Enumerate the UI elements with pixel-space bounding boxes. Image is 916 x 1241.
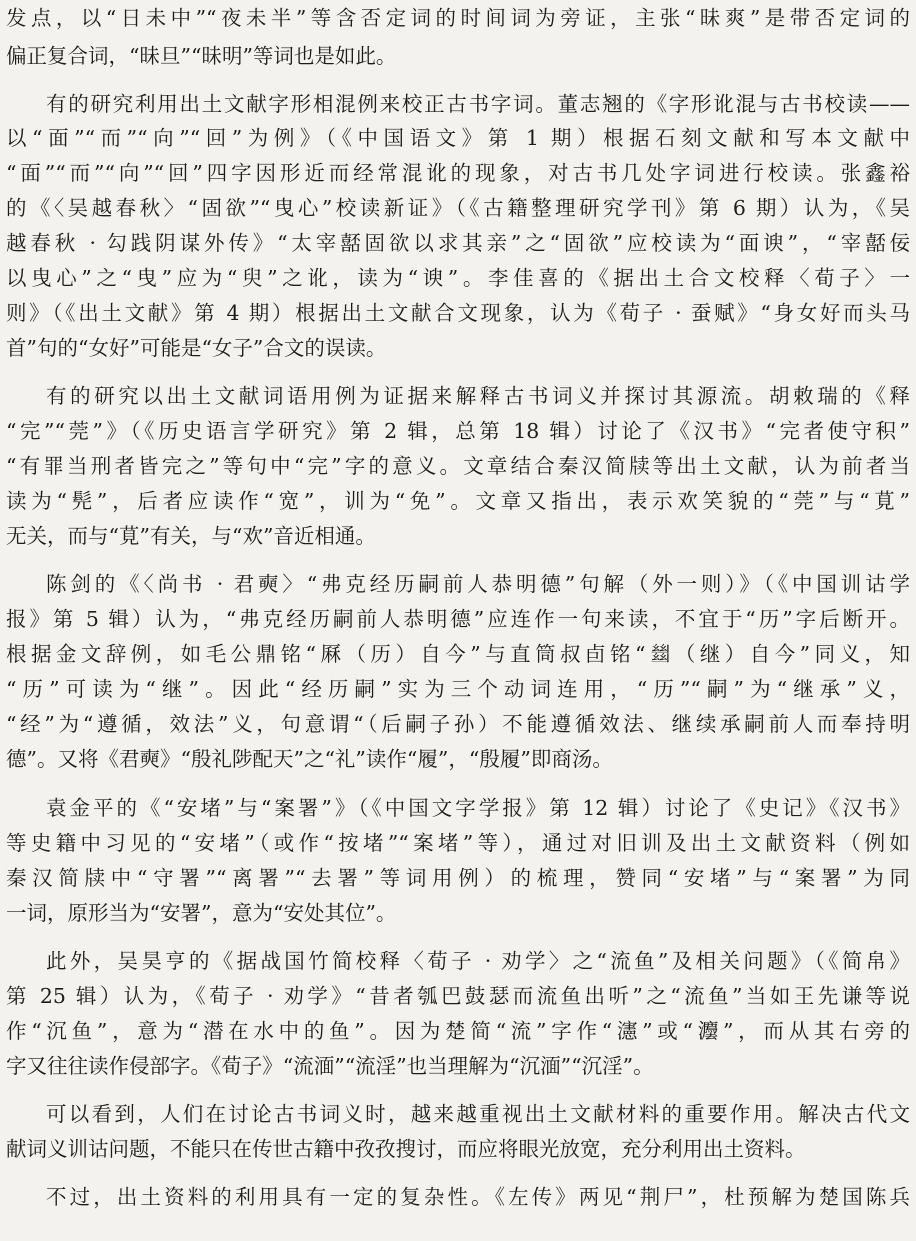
text-line: 发点，以“日未中”“夜未半”等含否定词的时间词为旁证，主张“昧爽”是带否定词的 <box>6 6 910 30</box>
text-line: 偏正复合词，“昧旦”“昧明”等词也是如此。 <box>6 44 397 68</box>
text-line: 根据金文辞例，如毛公鼎铭“厤（历）自今”与直筒叔卣铭“𢇍（继）自今”同义，知 <box>6 642 910 666</box>
text-line: 陈剑的《〈尚书 · 君奭〉“弗克经历嗣前人恭明德”句解（外一则）》（《中国训诂学 <box>46 572 910 596</box>
text-line: 越春秋 · 勾践阴谋外传》“太宰嚭固欲以求其亲”之“固欲”应校读为“面谀”，“宰嚭佞 <box>6 231 910 255</box>
text-line: 有的研究以出土文献词语用例为证据来解释古书词义并探讨其源流。胡敕瑞的《释 <box>46 384 910 408</box>
text-line: 不过，出土资料的利用具有一定的复杂性。《左传》两见“荆尸”，杜预解为楚国陈兵 <box>46 1185 910 1209</box>
text-line: “有罪当刑者皆完之”等句中“完”字的意义。文章结合秦汉简牍等出土文献，认为前者当 <box>6 454 910 478</box>
text-line: 袁金平的《“安堵”与“案署”》（《中国文字学报》第 12 辑）讨论了《史记》《汉书》 <box>46 796 910 820</box>
text-line: “完”“莞”》（《历史语言学研究》第 2 辑，总第 18 辑）讨论了《汉书》“完者使守积” <box>6 419 910 443</box>
text-line: 首”句的“女好”可能是“女子”合文的误读。 <box>6 336 387 360</box>
text-line: 以曳心”之“曳”应为“臾”之讹，读为“谀”。李佳喜的《据出土合文校释〈荀子〉一 <box>6 266 910 290</box>
text-line: 等史籍中习见的“安堵”（或作“按堵”“案堵”等），通过对旧训及出土文献资料（例如 <box>6 831 910 855</box>
text-line: 读为“髡”，后者应读作“宽”，训为“免”。文章又指出，表示欢笑貌的“莞”与“莧” <box>6 489 910 513</box>
text-line: 秦汉简牍中“守署”“离署”“去署”等词用例）的梳理，赞同“安堵”与“案署”为同 <box>6 866 910 890</box>
text-line: 德”。又将《君奭》“殷礼陟配天”之“礼”读作“履”，“殷履”即商汤。 <box>6 747 613 771</box>
text-line: “历”可读为“继”。因此“经历嗣”实为三个动词连用，“历”“嗣”为“继承”义， <box>6 677 910 701</box>
text-line: 此外，吴昊亨的《据战国竹简校释〈荀子 · 劝学〉之“流鱼”及相关问题》（《简帛》 <box>46 949 910 973</box>
text-line: 无关，而与“莧”有关，与“欢”音近相通。 <box>6 524 376 548</box>
text-line: 一词，原形当为“安署”，意为“安处其位”。 <box>6 901 397 925</box>
text-line: 的《〈吴越春秋〉“固欲”“曳心”校读新证》（《古籍整理研究学刊》第 6 期）认为，《吴 <box>6 196 910 220</box>
text-line: 以“面”“而”“向”“回”为例》（《中国语文》第 1 期）根据石刻文献和写本文献中 <box>6 126 910 150</box>
text-line: 可以看到，人们在讨论古书词义时，越来越重视出土文献材料的重要作用。解决古代文 <box>46 1102 910 1126</box>
text-line: “面”“而”“向”“回”四字因形近而经常混讹的现象，对古书几处字词进行校读。张鑫裕 <box>6 161 910 185</box>
text-line: 有的研究利用出土文献字形相混例来校正古书字词。董志翘的《字形讹混与古书校读—— <box>46 92 910 116</box>
text-line: “经”为“遵循，效法”义，句意谓“（后嗣子孙）不能遵循效法、继续承嗣前人而奉持明 <box>6 712 910 736</box>
text-line: 字又往往读作侵部字。《荀子》“流湎”“流淫”也当理解为“沉湎”“沉淫”。 <box>6 1054 654 1078</box>
text-line: 第 25 辑）认为，《荀子 · 劝学》“昔者瓠巴鼓瑟而流鱼出听”之“流鱼”当如王先谦等说 <box>6 984 910 1008</box>
text-line: 则》（《出土文献》第 4 期）根据出土文献合文现象，认为《荀子 · 蚕赋》“身女好而头马 <box>6 301 910 325</box>
text-line: 作“沉鱼”，意为“潜在水中的鱼”。因为楚简“流”字作“瀗”或“灋”，而从其右旁的 <box>6 1019 910 1043</box>
text-line: 报》第 5 辑）认为，“弗克经历嗣前人恭明德”应连作一句来读，不宜于“历”字后断开。 <box>6 607 910 631</box>
text-line: 献词义训诂问题，不能只在传世古籍中孜孜搜讨，而应将眼光放宽，充分利用出土资料。 <box>6 1137 806 1161</box>
